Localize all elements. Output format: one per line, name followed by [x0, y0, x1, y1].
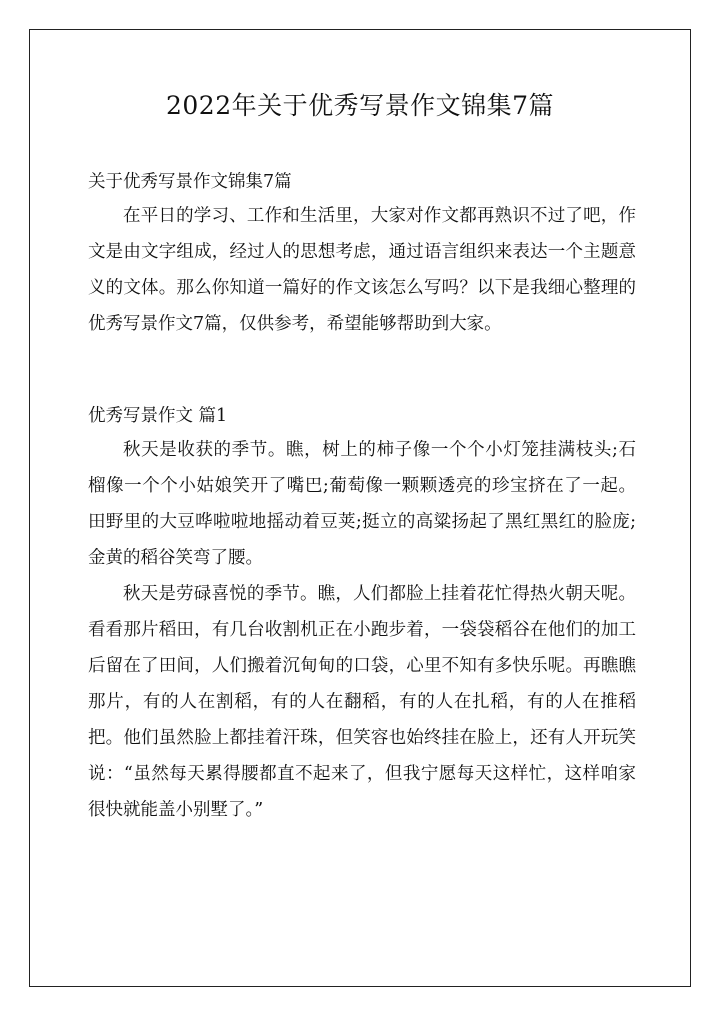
section-1-paragraph-2: 秋天是劳碌喜悦的季节。瞧，人们都脸上挂着花忙得热火朝天呢。看看那片稻田，有几台收割机正在小跑步着，一袋袋稻谷在他们的加工后留在了田间，人们搬着沉甸甸的口袋，心里不知有多快乐呢。再瞧瞧那片，有的人在割稻，有的人在翻稻，有的人在扎稻，有的人在推稻把。他们虽然脸上都挂着汗珠，但笑容也始终挂在脸上，还有人开玩笑说：“虽然每天累得腰都直不起来了，但我宁愿每天这样忙，这样咱家很快就能盖小别墅了。” — [88, 584, 636, 820]
section-1-paragraph-1: 秋天是收获的季节。瞧，树上的柿子像一个个小灯笼挂满枝头;石榴像一个个小姑娘笑开了嘴巴;葡萄像一颗颗透亮的珍宝挤在了一起。田野里的大豆哗啦啦地摇动着豆荚;挺立的高粱扬起了黑红黑红的脸庞;金黄的稻谷笑弯了腰。 — [88, 440, 636, 568]
document-body — [88, 166, 636, 828]
section-spacer — [88, 342, 636, 400]
intro-paragraph: 在平日的学习、工作和生活里，大家对作文都再熟识不过了吧，作文是由文字组成，经过人的思想考虑，通过语言组织来表达一个主题意义的文体。那么你知道一篇好的作文该怎么写吗？以下是我细心整理的优秀写景作文7篇，仅供参考，希望能够帮助到大家。 — [88, 206, 636, 334]
section-1-heading: 优秀写景作文 篇1 — [88, 406, 228, 426]
document-title: 2022年关于优秀写景作文锦集7篇 — [165, 91, 555, 120]
intro-heading: 关于优秀写景作文锦集7篇 — [88, 172, 292, 192]
